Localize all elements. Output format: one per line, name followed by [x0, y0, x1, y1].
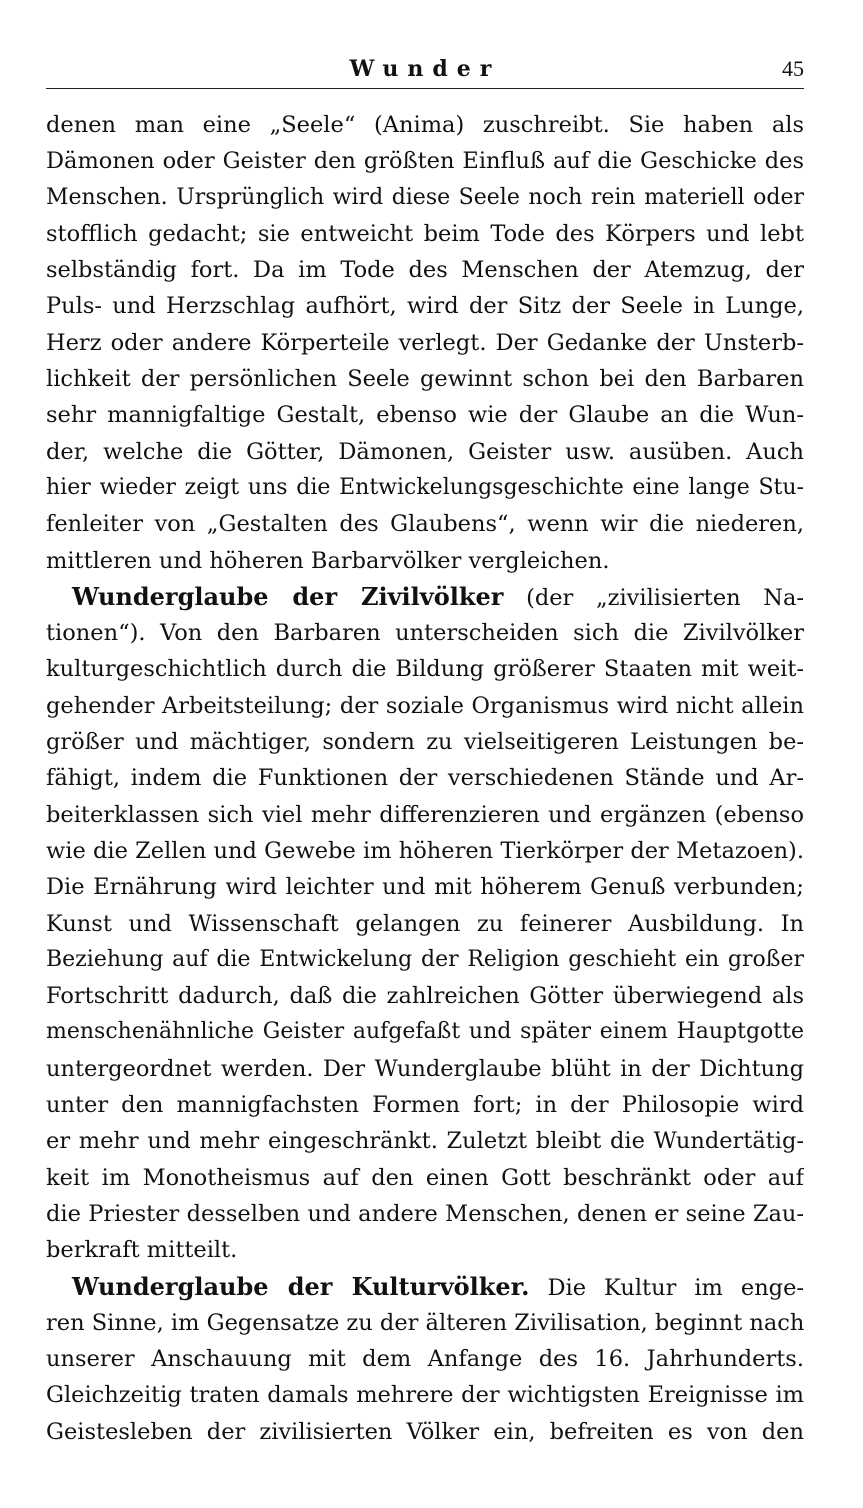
text-line: größer und mächtiger, sondern zu vielseitigeren Leistungen be- [46, 729, 804, 756]
text-line: beiterklassen sich viel mehr differenzieren und ergänzen (ebenso [46, 801, 804, 828]
body-text [46, 107, 804, 1450]
section-first-line [46, 579, 804, 615]
text-line: menschenähnliche Geister aufgefaßt und später einem Hauptgotte [46, 1019, 804, 1045]
text-line: Fortschritt dadurch, daß die zahlreichen Götter überwiegend als [46, 983, 804, 1010]
text-line: keit im Monotheismus auf den einen Gott beschränkt oder auf [46, 1164, 804, 1191]
text-line: der, welche die Götter, Dämonen, Geister usw. ausüben. Auch [46, 438, 804, 465]
text-line: Puls- und Herzschlag aufhört, wird der Sitz der Seele in Lunge, [46, 293, 804, 320]
text-line: hier wieder zeigt uns die Entwickelungsgeschichte eine lange Stu- [46, 474, 804, 500]
text-line: stofflich gedacht; sie entweicht beim Tode des Körpers und lebt [46, 220, 804, 247]
book-page [46, 48, 804, 1450]
text-line: kulturgeschichtlich durch die Bildung größerer Staaten mit weit- [46, 656, 804, 683]
text-line: gehender Arbeitsteilung; der soziale Organismus wird nicht allein [46, 692, 804, 719]
text-line: mittleren und höheren Barbarvölker vergleichen. [46, 547, 610, 574]
text-span: (der „zivilisierten Na- [526, 584, 804, 611]
text-line: berkraft mitteilt. [46, 1237, 238, 1264]
text-line: Menschen. Ursprünglich wird diese Seele noch rein materiell oder [46, 184, 804, 210]
text-line: Die Ernährung wird leichter und mit höherem Genuß verbunden; [46, 874, 804, 901]
text-line: lichkeit der persönlichen Seele gewinnt schon bei den Barbaren [46, 366, 804, 393]
text-span: Die Kultur im enge- [547, 1274, 804, 1301]
text-line: untergeordnet werden. Der Wunderglaube blüht in der Dichtung [46, 1055, 804, 1082]
text-line: unter den mannigfachsten Formen fort; in der Philosopie wird [46, 1092, 804, 1119]
section-heading-kulturvoelker: Wunderglaube der Kulturvölker. [72, 1271, 530, 1301]
section-heading-zivilvoelker: Wunderglaube der Zivilvölker [72, 581, 504, 611]
text-line: Beziehung auf die Entwickelung der Religion geschieht ein großer [46, 946, 804, 972]
text-line: selbständig fort. Da im Tode des Menschen der Atemzug, der [46, 257, 804, 284]
text-line: fähigt, indem die Funktionen der verschiedenen Stände und Ar- [46, 765, 804, 792]
text-line: fenleiter von „Gestalten des Glaubens“, wenn wir die niederen, [46, 511, 804, 538]
running-header [46, 48, 804, 89]
section-first-line [46, 1269, 804, 1305]
page-number: 45 [782, 56, 804, 81]
text-line: Herz oder andere Körperteile verlegt. Der Gedanke der Unsterb- [46, 329, 804, 356]
running-title: Wunder [349, 56, 501, 82]
text-line: denen man eine „Seele“ (Anima) zuschreibt. Sie haben als [46, 112, 804, 138]
text-line: tionen“). Von den Barbaren unterscheiden sich die Zivilvölker [46, 620, 804, 647]
text-line: die Priester desselben und andere Menschen, denen er seine Zau- [46, 1200, 804, 1227]
text-line: er mehr und mehr eingeschränkt. Zuletzt bleibt die Wundertätig- [46, 1128, 804, 1155]
text-line: Geistesleben der zivilisierten Völker ein, befreiten es von den [46, 1418, 804, 1445]
text-line: ren Sinne, im Gegensatze zu der älteren Zivilisation, beginnt nach [46, 1309, 804, 1336]
text-line: wie die Zellen und Gewebe im höheren Tierkörper der Metazoen). [46, 837, 804, 864]
text-line: Gleichzeitig traten damals mehrere der wichtigsten Ereignisse im [46, 1382, 804, 1409]
text-line: Kunst und Wissenschaft gelangen zu feinerer Ausbildung. In [46, 910, 804, 937]
text-line: Dämonen oder Geister den größten Einfluß auf die Geschicke des [46, 148, 804, 175]
text-line: sehr mannigfaltige Gestalt, ebenso wie der Glaube an die Wun- [46, 402, 804, 429]
text-line: unserer Anschauung mit dem Anfange des 16. Jahrhunderts. [46, 1346, 804, 1373]
